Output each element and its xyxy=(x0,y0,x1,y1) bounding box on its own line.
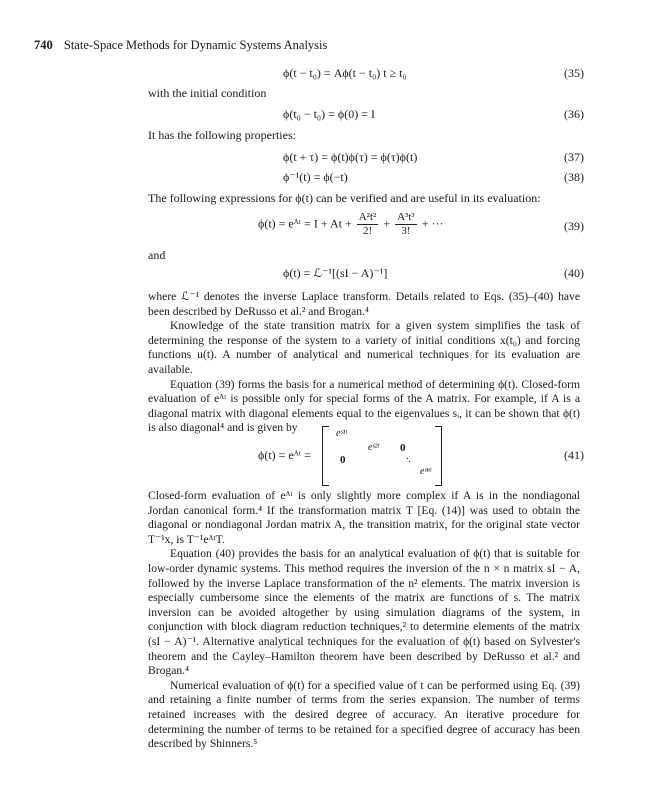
equation-36: ϕ(t₀ − t₀) = ϕ(0) = I xyxy=(283,107,375,121)
equation-number-41: (41) xyxy=(564,448,584,462)
paragraph-2: Knowledge of the state transition matrix for a given system simplifies the task of determining the response of the system to a variety of initial conditions x(t₀) and forcing functions u(t). A number of analytical and numerical techniques for its evaluation are available. xyxy=(148,319,580,376)
matrix-entry-2: eˢ²ᵗ xyxy=(368,442,380,453)
initial-condition-text: with the initial condition xyxy=(148,86,267,100)
equation-number-36: (36) xyxy=(564,107,584,121)
matrix-entry-n: eˢⁿᵗ xyxy=(420,466,432,477)
matrix-zero-lower: 0 xyxy=(340,454,346,466)
matrix-dots: ·. xyxy=(406,454,411,465)
right-bracket xyxy=(435,426,442,486)
equation-number-39: (39) xyxy=(564,219,584,233)
paragraph-5: Equation (40) provides the basis for an analytical evaluation of ϕ(t) that is suitable for low-order dynamic systems. This method requires the inversion of the n × n matrix sI − A, followed by the inverse Laplace transformation of the n² elements. The matrix inversion is especially cumbersome since the elements of the matrix are functions of s. The matrix inversion can be avoided altogether by using simulation diagrams of the system, in conjunction with block diagram reduction techniques,² to determine elements of the matrix (sI − A)⁻¹. Alternative analytical techniques for the evaluation of ϕ(t) based on Sylvester's theorem and the Cayley–Hamilton theorem have been described by DeRusso et al.² and Brogan.⁴ xyxy=(148,547,580,678)
text-block-2 xyxy=(148,489,580,752)
page-number: 740 xyxy=(34,38,53,52)
fraction-denominator: 3! xyxy=(401,225,411,237)
plus-sign: + xyxy=(383,216,391,231)
fraction-denominator: 2! xyxy=(362,225,373,237)
equation-35: ϕ(t − t₀) = Aϕ(t − t₀) t ≥ t₀ xyxy=(283,66,407,80)
equation-41-lhs: ϕ(t) = eᴬᵗ = xyxy=(258,448,311,462)
left-bracket xyxy=(322,426,329,486)
equation-37: ϕ(t + τ) = ϕ(t)ϕ(τ) = ϕ(τ)ϕ(t) xyxy=(283,150,418,164)
equation-number-37: (37) xyxy=(564,150,584,164)
equation-number-38: (38) xyxy=(564,170,584,184)
series-tail: + ··· xyxy=(421,216,444,231)
text-block-1 xyxy=(148,290,580,436)
matrix-zero-upper: 0 xyxy=(400,442,406,454)
fraction-a2t2 xyxy=(357,211,379,238)
equation-40: ϕ(t) = ℒ⁻¹[(sI − A)⁻¹] xyxy=(283,266,388,280)
paragraph-4: Closed-form evaluation of eᴬᵗ is only slightly more complex if A is in the nondiagonal Jordan canonical form.⁴ If the transformation matrix T [Eq. (14)] was used to obtain the diagonal or nondiagonal Jordan matrix A, the transition matrix, for the original state vector T⁻¹x, is T⁻¹eᴬᵗT. xyxy=(148,489,580,546)
and-text: and xyxy=(148,248,166,262)
paragraph-3: Equation (39) forms the basis for a numerical method of determining ϕ(t). Closed-form evaluation of eᴬᵗ is possible only for special forms of the A matrix. For example, if A is a diagonal matrix with diagonal elements equal to the eigenvalues sᵢ, it can be shown that ϕ(t) is also diagonal⁴ and is given by xyxy=(148,377,580,435)
paragraph-1: where ℒ⁻¹ denotes the inverse Laplace transform. Details related to Eqs. (35)–(40) have been described by DeRusso et al.² and Brogan.⁴ xyxy=(148,290,580,318)
equation-number-40: (40) xyxy=(564,266,584,280)
properties-text: It has the following properties: xyxy=(148,128,296,142)
equation-number-35: (35) xyxy=(564,66,584,80)
fraction-numerator: A²t² xyxy=(358,211,377,223)
matrix-entry-1: eˢ¹ᵗ xyxy=(336,428,348,439)
equation-39 xyxy=(258,211,444,238)
diagonal-matrix xyxy=(322,426,442,484)
fraction-numerator: A³t³ xyxy=(397,211,415,223)
paragraph-6: Numerical evaluation of ϕ(t) for a specified value of t can be performed using Eq. (39) and retaining a finite number of terms from the series expansion. The number of terms retained increases with the desired degree of accuracy. An iterative procedure for determining the number of terms to be retained for a specified degree of accuracy has been described by Shinners.⁵ xyxy=(148,678,580,751)
running-header xyxy=(34,38,327,53)
expressions-text: The following expressions for ϕ(t) can be verified and are useful in its evaluation: xyxy=(148,191,541,205)
equation-39-lhs: ϕ(t) = eᴬᵗ = I + At + xyxy=(258,216,352,231)
equation-38: ϕ⁻¹(t) = ϕ(−t) xyxy=(283,170,348,184)
fraction-a3t3 xyxy=(395,211,417,238)
running-title: State-Space Methods for Dynamic Systems Analysis xyxy=(63,38,328,52)
